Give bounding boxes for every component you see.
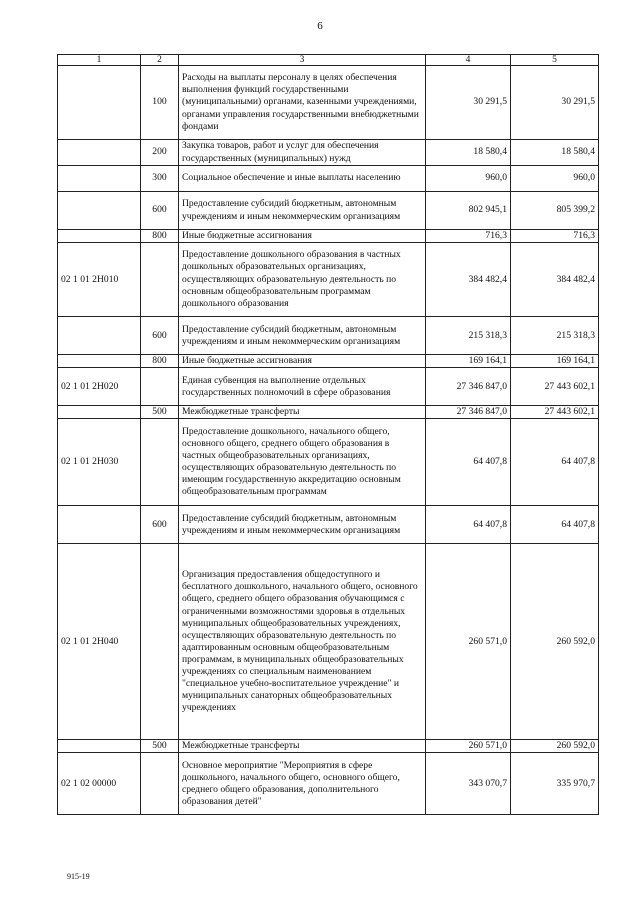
row-value-year2: 27 443 602,1	[511, 406, 599, 419]
row-expense-type: 600	[141, 192, 179, 230]
row-code: 02 1 01 2Н030	[58, 419, 141, 506]
column-header-4: 4	[426, 55, 511, 66]
row-expense-type: 100	[141, 66, 179, 140]
row-expense-type	[141, 368, 179, 406]
row-code	[58, 192, 141, 230]
row-value-year1: 64 407,8	[426, 506, 511, 544]
column-header-1: 1	[58, 55, 141, 66]
column-header-2: 2	[141, 55, 179, 66]
row-value-year1: 260 571,0	[426, 544, 511, 740]
row-name: Межбюджетные трансферты	[179, 406, 426, 419]
row-code	[58, 66, 141, 140]
row-expense-type	[141, 419, 179, 506]
row-value-year2: 30 291,5	[511, 66, 599, 140]
row-value-year1: 802 945,1	[426, 192, 511, 230]
row-name: Предоставление дошкольного образования в частных дошкольных образовательных организациях, осуществляющих образовательную деятельность по основным общеобразовательным программам дошкольного образования	[179, 243, 426, 317]
row-code	[58, 740, 141, 753]
column-header-3: 3	[179, 55, 426, 66]
table-row	[58, 740, 599, 753]
table-row	[58, 66, 599, 140]
row-value-year1: 27 346 847,0	[426, 406, 511, 419]
row-code	[58, 355, 141, 368]
table-row	[58, 406, 599, 419]
row-name: Единая субвенция на выполнение отдельных государственных полномочий в сфере образования	[179, 368, 426, 406]
row-value-year2: 384 482,4	[511, 243, 599, 317]
row-expense-type	[141, 753, 179, 815]
row-value-year2: 805 399,2	[511, 192, 599, 230]
row-value-year1: 18 580,4	[426, 140, 511, 166]
table-row	[58, 544, 599, 740]
row-value-year1: 384 482,4	[426, 243, 511, 317]
row-code	[58, 230, 141, 243]
row-name: Предоставление субсидий бюджетным, автономным учреждениям и иным некоммерческим организациям	[179, 317, 426, 355]
row-expense-type	[141, 544, 179, 740]
row-value-year2: 64 407,8	[511, 419, 599, 506]
row-value-year1: 343 070,7	[426, 753, 511, 815]
table-row	[58, 166, 599, 192]
table-row	[58, 317, 599, 355]
row-code: 02 1 01 2Н010	[58, 243, 141, 317]
row-code: 02 1 01 2Н040	[58, 544, 141, 740]
row-value-year1: 169 164,1	[426, 355, 511, 368]
row-expense-type	[141, 243, 179, 317]
row-value-year1: 30 291,5	[426, 66, 511, 140]
row-name: Расходы на выплаты персоналу в целях обеспечения выполнения функций государственными (муниципальными) органами, казенными учреждениями, органами управления государственными внебюджетными фондами	[179, 66, 426, 140]
row-value-year1: 716,3	[426, 230, 511, 243]
row-name: Иные бюджетные ассигнования	[179, 230, 426, 243]
row-name: Закупка товаров, работ и услуг для обеспечения государственных (муниципальных) нужд	[179, 140, 426, 166]
table-row	[58, 368, 599, 406]
table-row	[58, 355, 599, 368]
table-row	[58, 192, 599, 230]
row-code	[58, 406, 141, 419]
row-expense-type: 800	[141, 355, 179, 368]
document-code: 915-19	[67, 872, 90, 881]
row-code: 02 1 01 2Н020	[58, 368, 141, 406]
row-code	[58, 317, 141, 355]
row-code: 02 1 02 00000	[58, 753, 141, 815]
table-row	[58, 243, 599, 317]
row-value-year2: 960,0	[511, 166, 599, 192]
row-expense-type: 800	[141, 230, 179, 243]
row-value-year2: 64 407,8	[511, 506, 599, 544]
row-name: Предоставление субсидий бюджетным, автономным учреждениям и иным некоммерческим организациям	[179, 192, 426, 230]
row-name: Предоставление дошкольного, начального общего, основного общего, среднего общего образования в частных общеобразовательных организациях, осуществляющих образовательную деятельность по имеющим государственную аккредитацию основным общеобразовательным программам	[179, 419, 426, 506]
row-value-year1: 27 346 847,0	[426, 368, 511, 406]
row-value-year1: 260 571,0	[426, 740, 511, 753]
row-value-year1: 64 407,8	[426, 419, 511, 506]
row-value-year2: 716,3	[511, 230, 599, 243]
row-expense-type: 500	[141, 406, 179, 419]
row-value-year2: 169 164,1	[511, 355, 599, 368]
column-header-5: 5	[511, 55, 599, 66]
table-row	[58, 230, 599, 243]
row-value-year1: 960,0	[426, 166, 511, 192]
table-row	[58, 140, 599, 166]
budget-table	[57, 54, 599, 815]
row-name: Иные бюджетные ассигнования	[179, 355, 426, 368]
row-code	[58, 140, 141, 166]
row-value-year2: 18 580,4	[511, 140, 599, 166]
row-expense-type: 600	[141, 317, 179, 355]
row-name: Предоставление субсидий бюджетным, автономным учреждениям и иным некоммерческим организациям	[179, 506, 426, 544]
row-name: Основное мероприятие "Мероприятия в сфере дошкольного, начального общего, основного общего, среднего общего образования, дополнительного образования детей"	[179, 753, 426, 815]
table-header-row	[58, 55, 599, 66]
row-value-year2: 27 443 602,1	[511, 368, 599, 406]
row-value-year2: 260 592,0	[511, 740, 599, 753]
row-name: Организация предоставления общедоступного и бесплатного дошкольного, начального общего, основного общего, среднего общего образования обучающимся с ограниченными возможностями здоровья в отдельных муниципальных общеобразовательных учреждениях, осуществляющих образовательную деятельность по адаптированным основным общеобразовательным программам, в муниципальных общеобразовательных учреждениях со специальным наименованием "специальное учебно-воспитательное учреждение" и муниципальных санаторных общеобразовательных учреждениях	[179, 544, 426, 740]
row-expense-type: 500	[141, 740, 179, 753]
row-value-year2: 215 318,3	[511, 317, 599, 355]
row-code	[58, 506, 141, 544]
row-value-year2: 260 592,0	[511, 544, 599, 740]
table-row	[58, 419, 599, 506]
page-number: 6	[317, 20, 323, 32]
table-row	[58, 753, 599, 815]
row-name: Социальное обеспечение и иные выплаты населению	[179, 166, 426, 192]
row-name: Межбюджетные трансферты	[179, 740, 426, 753]
row-value-year1: 215 318,3	[426, 317, 511, 355]
row-code	[58, 166, 141, 192]
row-expense-type: 600	[141, 506, 179, 544]
table-row	[58, 506, 599, 544]
row-value-year2: 335 970,7	[511, 753, 599, 815]
row-expense-type: 200	[141, 140, 179, 166]
row-expense-type: 300	[141, 166, 179, 192]
